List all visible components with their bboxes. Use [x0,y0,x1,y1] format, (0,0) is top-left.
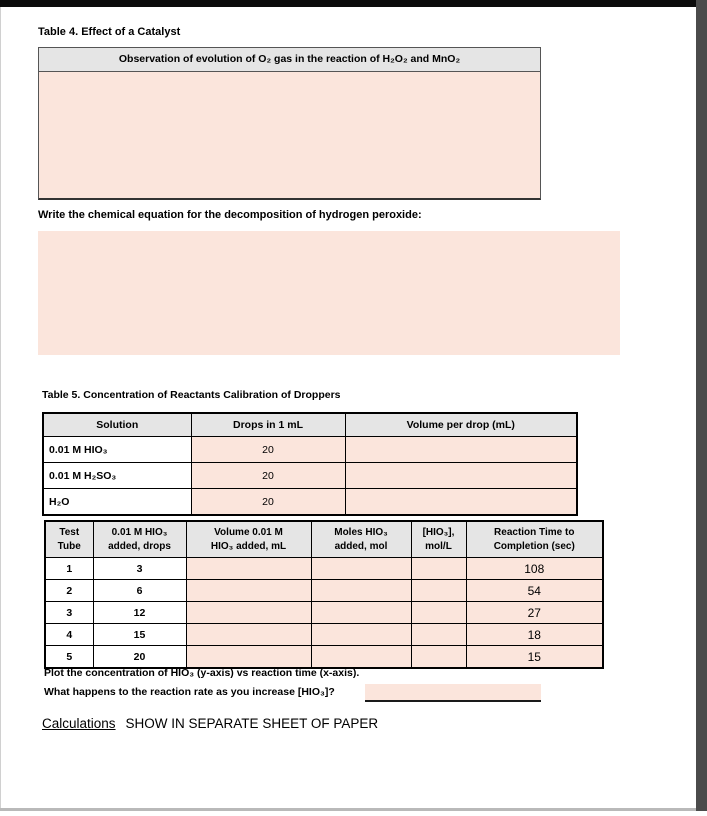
header-line: HIO₃ added, mL [210,540,287,552]
header-line: added, drops [108,540,171,552]
header-volume-added [186,521,311,558]
time-cell[interactable]: 108 [466,558,603,580]
equation-prompt: Write the chemical equation for the decomposition of hydrogen peroxide: [38,209,422,221]
drops-cell: 3 [93,558,186,580]
drops-cell: 15 [93,624,186,646]
reaction-table-row [45,558,603,580]
header-line: Test [59,527,80,538]
volume-cell[interactable] [186,558,311,580]
reaction-table-row [45,646,603,669]
header-test-tube [45,521,93,558]
drops-cell[interactable]: 20 [191,463,345,489]
time-cell[interactable]: 18 [466,624,603,646]
reaction-table-row [45,580,603,602]
calculations-label: Calculations [42,716,116,731]
drops-cell: 6 [93,580,186,602]
concentration-cell[interactable] [411,558,466,580]
header-line: 0.01 M HIO₃ [111,527,168,538]
page-edge-right [696,0,707,811]
header-reaction-time [466,521,603,558]
header-drops-added [93,521,186,558]
page-edge-top [0,0,707,7]
page-edge-bottom [0,808,696,811]
reaction-table-header-row [45,521,603,558]
header-line: Completion (sec) [493,540,575,552]
equation-answer-area[interactable] [38,231,620,355]
table5-header-row [43,413,577,437]
table5 [42,412,578,516]
table4-header: Observation of evolution of O₂ gas in the reaction of H₂O₂ and MnO₂ [39,48,540,72]
header-line: [HIO₃], [422,527,455,538]
volume-cell[interactable] [186,602,311,624]
volume-cell[interactable] [186,624,311,646]
concentration-cell[interactable] [411,624,466,646]
page-edge-left [0,7,1,808]
calculations-line [42,716,378,731]
table5-row [43,463,577,489]
reaction-table-row [45,624,603,646]
reaction-table-row [45,602,603,624]
table5-header-drops: Drops in 1 mL [191,413,345,437]
concentration-cell[interactable] [411,602,466,624]
observation-answer-area[interactable] [39,72,540,198]
concentration-cell[interactable] [411,646,466,669]
table5-row [43,489,577,516]
table5-row [43,437,577,463]
reaction-time-table [44,520,604,669]
header-line: Volume 0.01 M [214,527,283,538]
table4-title: Table 4. Effect of a Catalyst [38,26,181,38]
moles-cell[interactable] [311,602,411,624]
volume-cell[interactable] [186,580,311,602]
header-line: added, mol [334,540,388,552]
header-line: mol/L [425,540,452,552]
moles-cell[interactable] [311,558,411,580]
drops-cell[interactable]: 20 [191,489,345,516]
header-line: Reaction Time to [494,527,575,538]
tube-cell: 3 [45,602,93,624]
header-moles-added [311,521,411,558]
time-cell[interactable]: 27 [466,602,603,624]
time-cell[interactable]: 54 [466,580,603,602]
table4-observation-box [38,47,541,200]
solution-cell: 0.01 M HIO₃ [43,437,191,463]
header-line: Moles HIO₃ [334,527,388,538]
drops-cell: 20 [93,646,186,669]
time-cell[interactable]: 15 [466,646,603,669]
table5-header-volume: Volume per drop (mL) [345,413,577,437]
tube-cell: 1 [45,558,93,580]
volume-cell[interactable] [186,646,311,669]
header-concentration [411,521,466,558]
moles-cell[interactable] [311,646,411,669]
plot-instruction: Plot the concentration of HIO₃ (y-axis) vs reaction time (x-axis). [44,667,360,679]
solution-cell: H₂O [43,489,191,516]
volume-per-drop-cell[interactable] [345,489,577,516]
drops-cell: 12 [93,602,186,624]
table5-title: Table 5. Concentration of Reactants Calibration of Droppers [42,389,341,401]
volume-per-drop-cell[interactable] [345,463,577,489]
rate-answer-blank[interactable] [365,684,541,702]
calculations-note: SHOW IN SEPARATE SHEET OF PAPER [125,716,379,731]
tube-cell: 4 [45,624,93,646]
concentration-cell[interactable] [411,580,466,602]
rate-question: What happens to the reaction rate as you increase [HIO₃]? [44,686,335,698]
moles-cell[interactable] [311,580,411,602]
solution-cell: 0.01 M H₂SO₃ [43,463,191,489]
drops-cell[interactable]: 20 [191,437,345,463]
tube-cell: 5 [45,646,93,669]
tube-cell: 2 [45,580,93,602]
volume-per-drop-cell[interactable] [345,437,577,463]
header-line: Tube [57,540,81,552]
table5-header-solution: Solution [43,413,191,437]
moles-cell[interactable] [311,624,411,646]
